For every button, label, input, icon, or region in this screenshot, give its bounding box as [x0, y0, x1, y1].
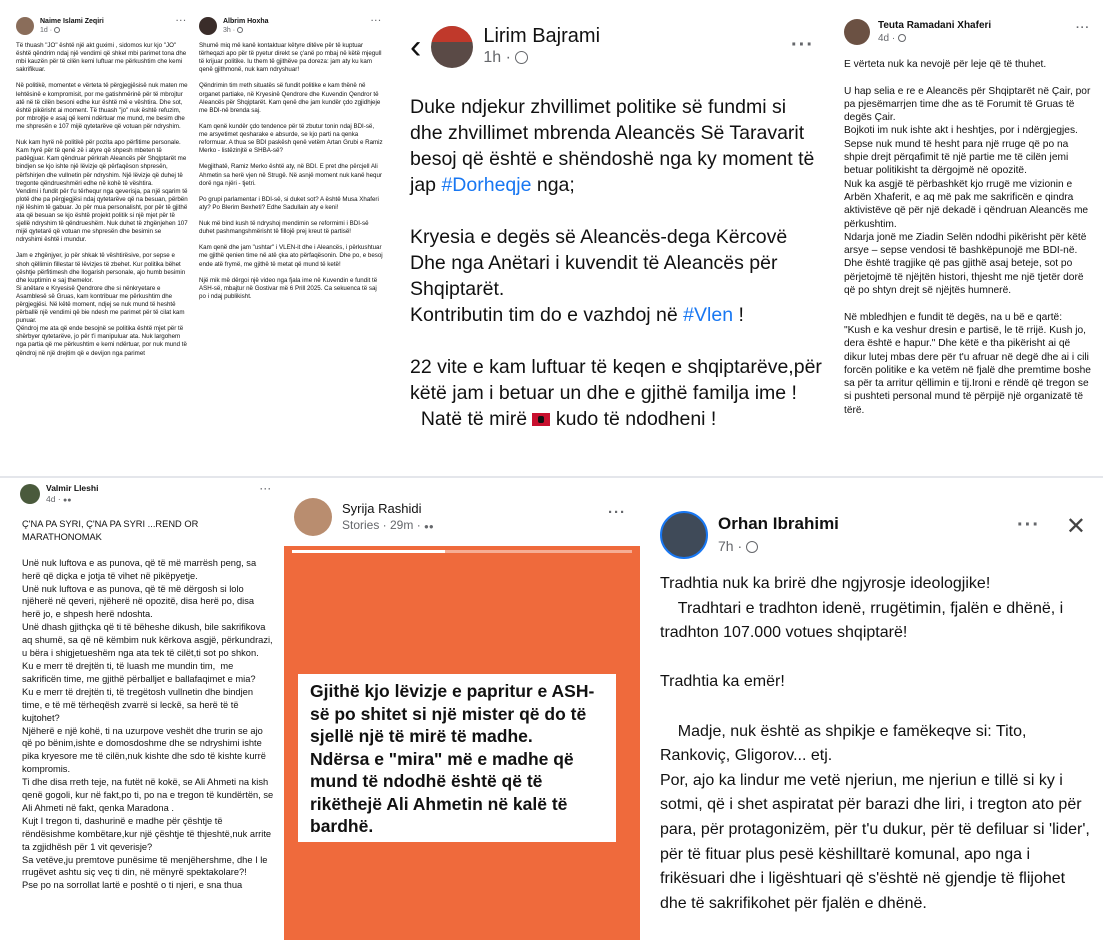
post-text-part: Kryesia e degës së Aleancës-dega Kërcovë Dhe nga Anëtari i kuvendit të Aleancës për Shqiptarët. Kontributin tim do e vazhdoj në [410, 226, 788, 326]
hashtag-link[interactable]: #Vlen [683, 304, 734, 326]
story-progress-bar [292, 550, 632, 553]
post-time[interactable]: 1d · [40, 27, 55, 34]
avatar[interactable] [16, 17, 34, 35]
globe-icon [237, 27, 243, 33]
post-orhan [650, 500, 1100, 942]
globe-icon [515, 51, 528, 64]
more-options-icon[interactable]: ··· [608, 504, 626, 521]
post-time[interactable]: 4d · [46, 493, 64, 504]
author-name[interactable]: Albrim Hoxha [223, 18, 269, 25]
author-name[interactable]: Teuta Ramadani Xhaferi [878, 20, 992, 31]
post-albrim [195, 12, 390, 470]
author-name[interactable]: Lirim Bajrami [483, 25, 601, 47]
globe-icon [54, 27, 60, 33]
post-time[interactable]: 4d · [878, 33, 899, 44]
post-time[interactable]: 1h · [483, 49, 516, 66]
back-arrow-icon[interactable]: ‹ [410, 28, 422, 66]
post-text [410, 94, 824, 432]
more-options-icon[interactable]: ··· [791, 34, 814, 56]
post-time[interactable]: Stories · 29m · [342, 517, 425, 532]
post-text-part: nga; [531, 174, 575, 196]
author-name[interactable]: Syrija Rashidi [342, 500, 422, 516]
more-options-icon[interactable]: ··· [176, 16, 187, 25]
post-text-part: kudo të ndodheni ! [550, 408, 717, 430]
post-text: Ç'NA PA SYRI, Ç'NA PA SYRI ...REND OR MARATHONOMAK Unë nuk luftova e as punova, që të më marrësh peng, sa herë që diçka e jotja të vihet në pikëpyetje. Unë nuk luftova e as punova, që të më dërgosh si lolo njëherë në qeveri, njëherë në opozitë, disa herë po, disa herë jo, e shpesh herë ndoshta. Unë dhash gjithçka që ti të bëheshe dikush, bile sakrifikova aq shumë, sa që në këmbim nuk kërkova asgjë, përkundrazi, u bëra i shigjetueshëm nga ata tek të cilët,ti sot po shkon. Ku e merr të drejtën ti, të luash me mundin tim, me sakrificën time, me gjithë përballjet e ballafaqimet e mia? Ku e merr të drejtën ti, të tregëtosh vullnetin dhe bindjen time, e të më tërheqësh zvarrë si leckë, sa herë të të kujtohet? Njëherë e një kohë, ti na uzurpove veshët dhe trurin se ajo që po bënim,ishte e domosdoshme dhe se ndryshimi ishte pika kryesore me të cilën,nuk kishte dhe sdo të kishte kurrë kompromis. Ti dhe disa rreth teje, na futët në kokë, se Ali Ahmeti na kish qenë gogoli, kur në fakt,po ti, po na e tregon të kundërtën, se Ali Ahmeti në fakt, qenka Maradona . Kujt I tregon ti, dashurinë e madhe për çështje të rëndësishme kombëtare,kur një çështje të thjeshtë,nuk arrite ta zgjidhësh për 1 vit qeverisje? Sa vetëve,ju premtove punësime të menjëhershme, dhe I le rrugëvet ashtu siç veç ti din, në mënyrë spektakolare?! Pse po na sorrollat lartë e poshtë o ti njeri, e sna thua [22, 519, 274, 891]
avatar[interactable] [20, 484, 40, 504]
hashtag-link[interactable]: #Dorheqje [441, 174, 532, 196]
post-text: E vërteta nuk ka nevojë për leje që të thuhet. U hap selia e re e Aleancës për Shqiptarët në Çair, por pa pjesëmarrjen time dhe as të Forumit të Gruas të degës Çair. Bojkoti im nuk ishte akt i heshtjes, por i ndërgjegjes. Sepse nuk mund të hesht para një rruge që po na shpie drejt përqafimit të një partie me të cilën jemi betuar politikisht ta dërgojmë në opozitë. Nuk ka asgjë të përbashkët kjo rrugë me vizionin e Arbën Xhaferit, e aq më pak me sakrificën e qindra aktivistëve që për një dekadë i qëndruan Aleancës me përkushtim. Ndarja jonë me Ziadin Selën ndodhi pikërisht për këtë arsye – sepse vendosi të bashkëpunojë me BDI-në. Dhe është tragjike që pas gjithë asaj beteje, sot po përjetojmë të njëjtën histori, thjesht me një tjetër dorë që po shtyn drejt së njëjtës humnerë. Në mbledhjen e fundit të degës, na u bë e qartë: "Kush e ka veshur dresin e partisë, le të rrijë. Kush jo, dera është e hapur." Dhe këtë e tha pikërisht ai që dikur lutej mbas dere për t'u afruar në degë dhe ai i cili forcën politike e ka vetëm në fjalë dhe premtime boshe sa për ta arritur qëllimin e tij.Ironi e rëndë që tregon se si pushteti personal mund të përpijë një organizatë të tërë. [844, 59, 1091, 416]
avatar[interactable] [844, 19, 870, 45]
avatar[interactable] [660, 511, 708, 559]
post-text-part: ! [733, 304, 744, 326]
more-options-icon[interactable]: ··· [1076, 22, 1090, 34]
post-text: Të thuash "JO" është një akt guximi , sidomos kur kjo "JO" është qëndrim ndaj një vendimi që shkel mbi parimet tona dhe mbi kauzën për të cilën kemi luftuar me përkushtim che kemi sakrifikuar. Në politikë, momentet e vërteta të përgjegjësisë nuk maten me lehtësinë e kompromisit, por me gatishmërinë për të mbrojtur atë në të cilën besoni edhe kur është më e vështira. Dhe sot, është pikërisht ai moment. Të thuash "jo" nuk është refuzim, por mbrojtje e asaj që kemi ndërtuar me mund, me besim dhe me shpresën e 107 mijë qytetarëve që votuan për ndryshim. Nuk kam hyrë në politikë për pozita apo përfitime personale. Kam hyrë për të qenë zë i atyre që shpesh mbeten të padëgjuar. Kam qëndruar përkrah Aleancës për Shqiptarët me bindjen se kjo ishte një lëvizje që përfaqëson shpresën, përfshirjen dhe vullnetin për ndryshim. Një lëvizje që duhej të tregonte qëndrueshmëri edhe në kohë të vështira. Vendimi i fundit për t'u tërhequr nga qeverisja, pa një sqarim të plotë dhe pa përgjegjësi ndaj qytetarëve që na besuan, përbën një lëshim të gabuar. Jo për mua personalisht, por për të gjithë ata që besuan se kjo është projekt politik si një mjet për të sjellë ndryshim të qëndrueshëm. Nuk duhet të zhgënjehen 107 mijë qytetarë që votuan me shpresën dhe besimin se ndryshimi është i mundur. Jam e zhgënjyer, jo për shkak të vështirësive, por sepse e shoh qëllimin fillestar të lëvizjes të zbehet. Kur politika bëhet çështje përfitimesh dhe llogarish personale, ajo humb besimin dhe kuptimin e saj themelor. Si anëtare e Kryesisë Qendrore dhe si nënkryetare e Asamblesë së Gruas, kam kontribuar me përkushtim dhe përgjegjësi. Në këtë moment, ndjej se nuk mund të heshtë përballë një vendimi që bie ndesh me parimet për të cilat kam punuar. Qëndroj me ata që ende besojnë se politika është mjet për të shërbyer qytetarëve, jo për t'i manipuluar ata. Nuk largohem nga partia që me përkushtim e kemi ndërtuar, por nuk mund të qëndroj në një drejtim që e devijon nga parimet [16, 42, 188, 357]
albanian-flag-icon [532, 413, 550, 426]
story-background [284, 546, 640, 940]
post-text: Shumë miq më kanë kontaktuar këtyre ditëve për të kuptuar tërheqazi apo për të pyetur direkt se ç'anë po mbaj në këtë mjegull të krijuar politike. Iu them të gjithëve pa doreza: jam aty ku kam qenë gjithmonë, nuk kam ndryshuar! Qëndrimin tim rreth situatës së fundit politike e kam thënë në organet partiake, në Kryesinë Qendrore dhe Kuvendin Qendror të Aleancës për Shqiptarët. Kam qenë dhe jam kundër çdo zgjidhjeje me BDI-në brenda saj. Kam qenë kundër çdo tendence për të zbutur tonin ndaj BDI-së, me arsyetimet qesharake e absurde, se kjo parti na qenka reformuar. A thua se BDI paskësh qenë vetëm Artan Grubi e Ramiz Merko - listëzinjtë e SHBA-së? Megjithatë, Ramiz Merko është aty, në BDI. E pret dhe përcjell Ali Ahmetin sa herë vjen në Strugë. Në asnjë moment nuk kanë hequr dorë nga njëri - tjetri. Po grupi parlamentar i BDI-së, si duket sot? A është Musa Xhaferi aty? Po Blerim Bexheti? Edhe Sadullain aty e keni! Nuk më bind kush të ndryshoj mendimin se reformimi i BDI-së duhet pashmangshmërisht të fillojë prej kreut të partisë! Kam qenë dhe jam "ushtar" i VLEN-it dhe i Aleancës, i përkushtuar me gjithë qenien time në atë çka ato përfaqësonin. Dhe po, e besoj ende atë frymë, me gjithë të metat që mund të ketë! Një mik më dërgoi një video nga fjala ime në Kuvendin e fundit të ASH-së, mbajtur në Gostivar më 6 Prill 2025. Ca sekuenca të saj po i ndaj publikisht. [199, 42, 383, 300]
post-syrija-story [284, 480, 640, 940]
post-lirim [398, 12, 830, 472]
avatar[interactable] [294, 498, 332, 536]
post-time[interactable]: 3h · [223, 27, 238, 34]
friends-icon: ●● [424, 521, 434, 531]
globe-icon [898, 34, 906, 42]
author-name[interactable]: Naime Islami Zeqiri [40, 18, 104, 25]
post-text-part: 22 vite e kam luftuar të keqen e shqiptarëve,për këtë jam i betuar un dhe e gjithë familja ime ! Natë të mirë [410, 356, 822, 430]
post-teuta [836, 12, 1098, 470]
story-text-box [298, 674, 616, 842]
post-text-part: Duke ndjekur zhvillimet politike së fundmi si dhe zhvillimet mbrenda Aleancës Së Taravarit besoj që është e shëndoshë nga ky moment të jap [410, 96, 815, 196]
close-icon[interactable]: ✕ [1065, 513, 1086, 540]
globe-icon [746, 541, 758, 553]
avatar[interactable] [199, 17, 217, 35]
post-naime [10, 12, 195, 470]
friends-icon: ●● [63, 496, 72, 504]
more-options-icon[interactable]: ··· [371, 16, 382, 25]
divider [0, 476, 1103, 478]
author-name[interactable]: Orhan Ibrahimi [718, 514, 839, 533]
avatar[interactable] [431, 26, 473, 68]
author-name[interactable]: Valmir Lleshi [46, 482, 99, 493]
more-options-icon[interactable]: ··· [1017, 514, 1040, 536]
more-options-icon[interactable]: ··· [260, 484, 272, 494]
story-text: Gjithë kjo lëvizje e papritur e ASH-së po shitet si një mister që do të sjellë një të mirë të madhe. Ndërsa e "mira" më e madhe që mund të ndodhë është që të rikëthejë Ali Ahmetin në kalë të bardhë. [310, 681, 595, 836]
post-text: Tradhtia nuk ka brirë dhe ngjyrosje ideologjike! Tradhtari e tradhton idenë, rrugëtimin, fjalën e dhënë, i tradhton 107.000 votues shqiptarë! Tradhtia ka emër! Madje, nuk është as shpikje e famëkeqve si: Tito, Rankoviç, Gligorov... etj. Por, ajo ka lindur me vetë njeriun, me njeriun e tillë si ky i sotmi, që i shet aspiratat për barazi dhe liri, i tregton ato për para, për protagonizëm, për t'u dukur, për të defiluar si 'lider', për të fituar plus pesë këshilltarë komunal, apo nga i frikësuari dhe i ligështuari që s'është në gjendje të flijohet dhe të sakrifikohet për fjalën e dhënë. [660, 575, 1090, 912]
post-time[interactable]: 7h · [718, 538, 747, 554]
post-valmir [18, 480, 280, 940]
